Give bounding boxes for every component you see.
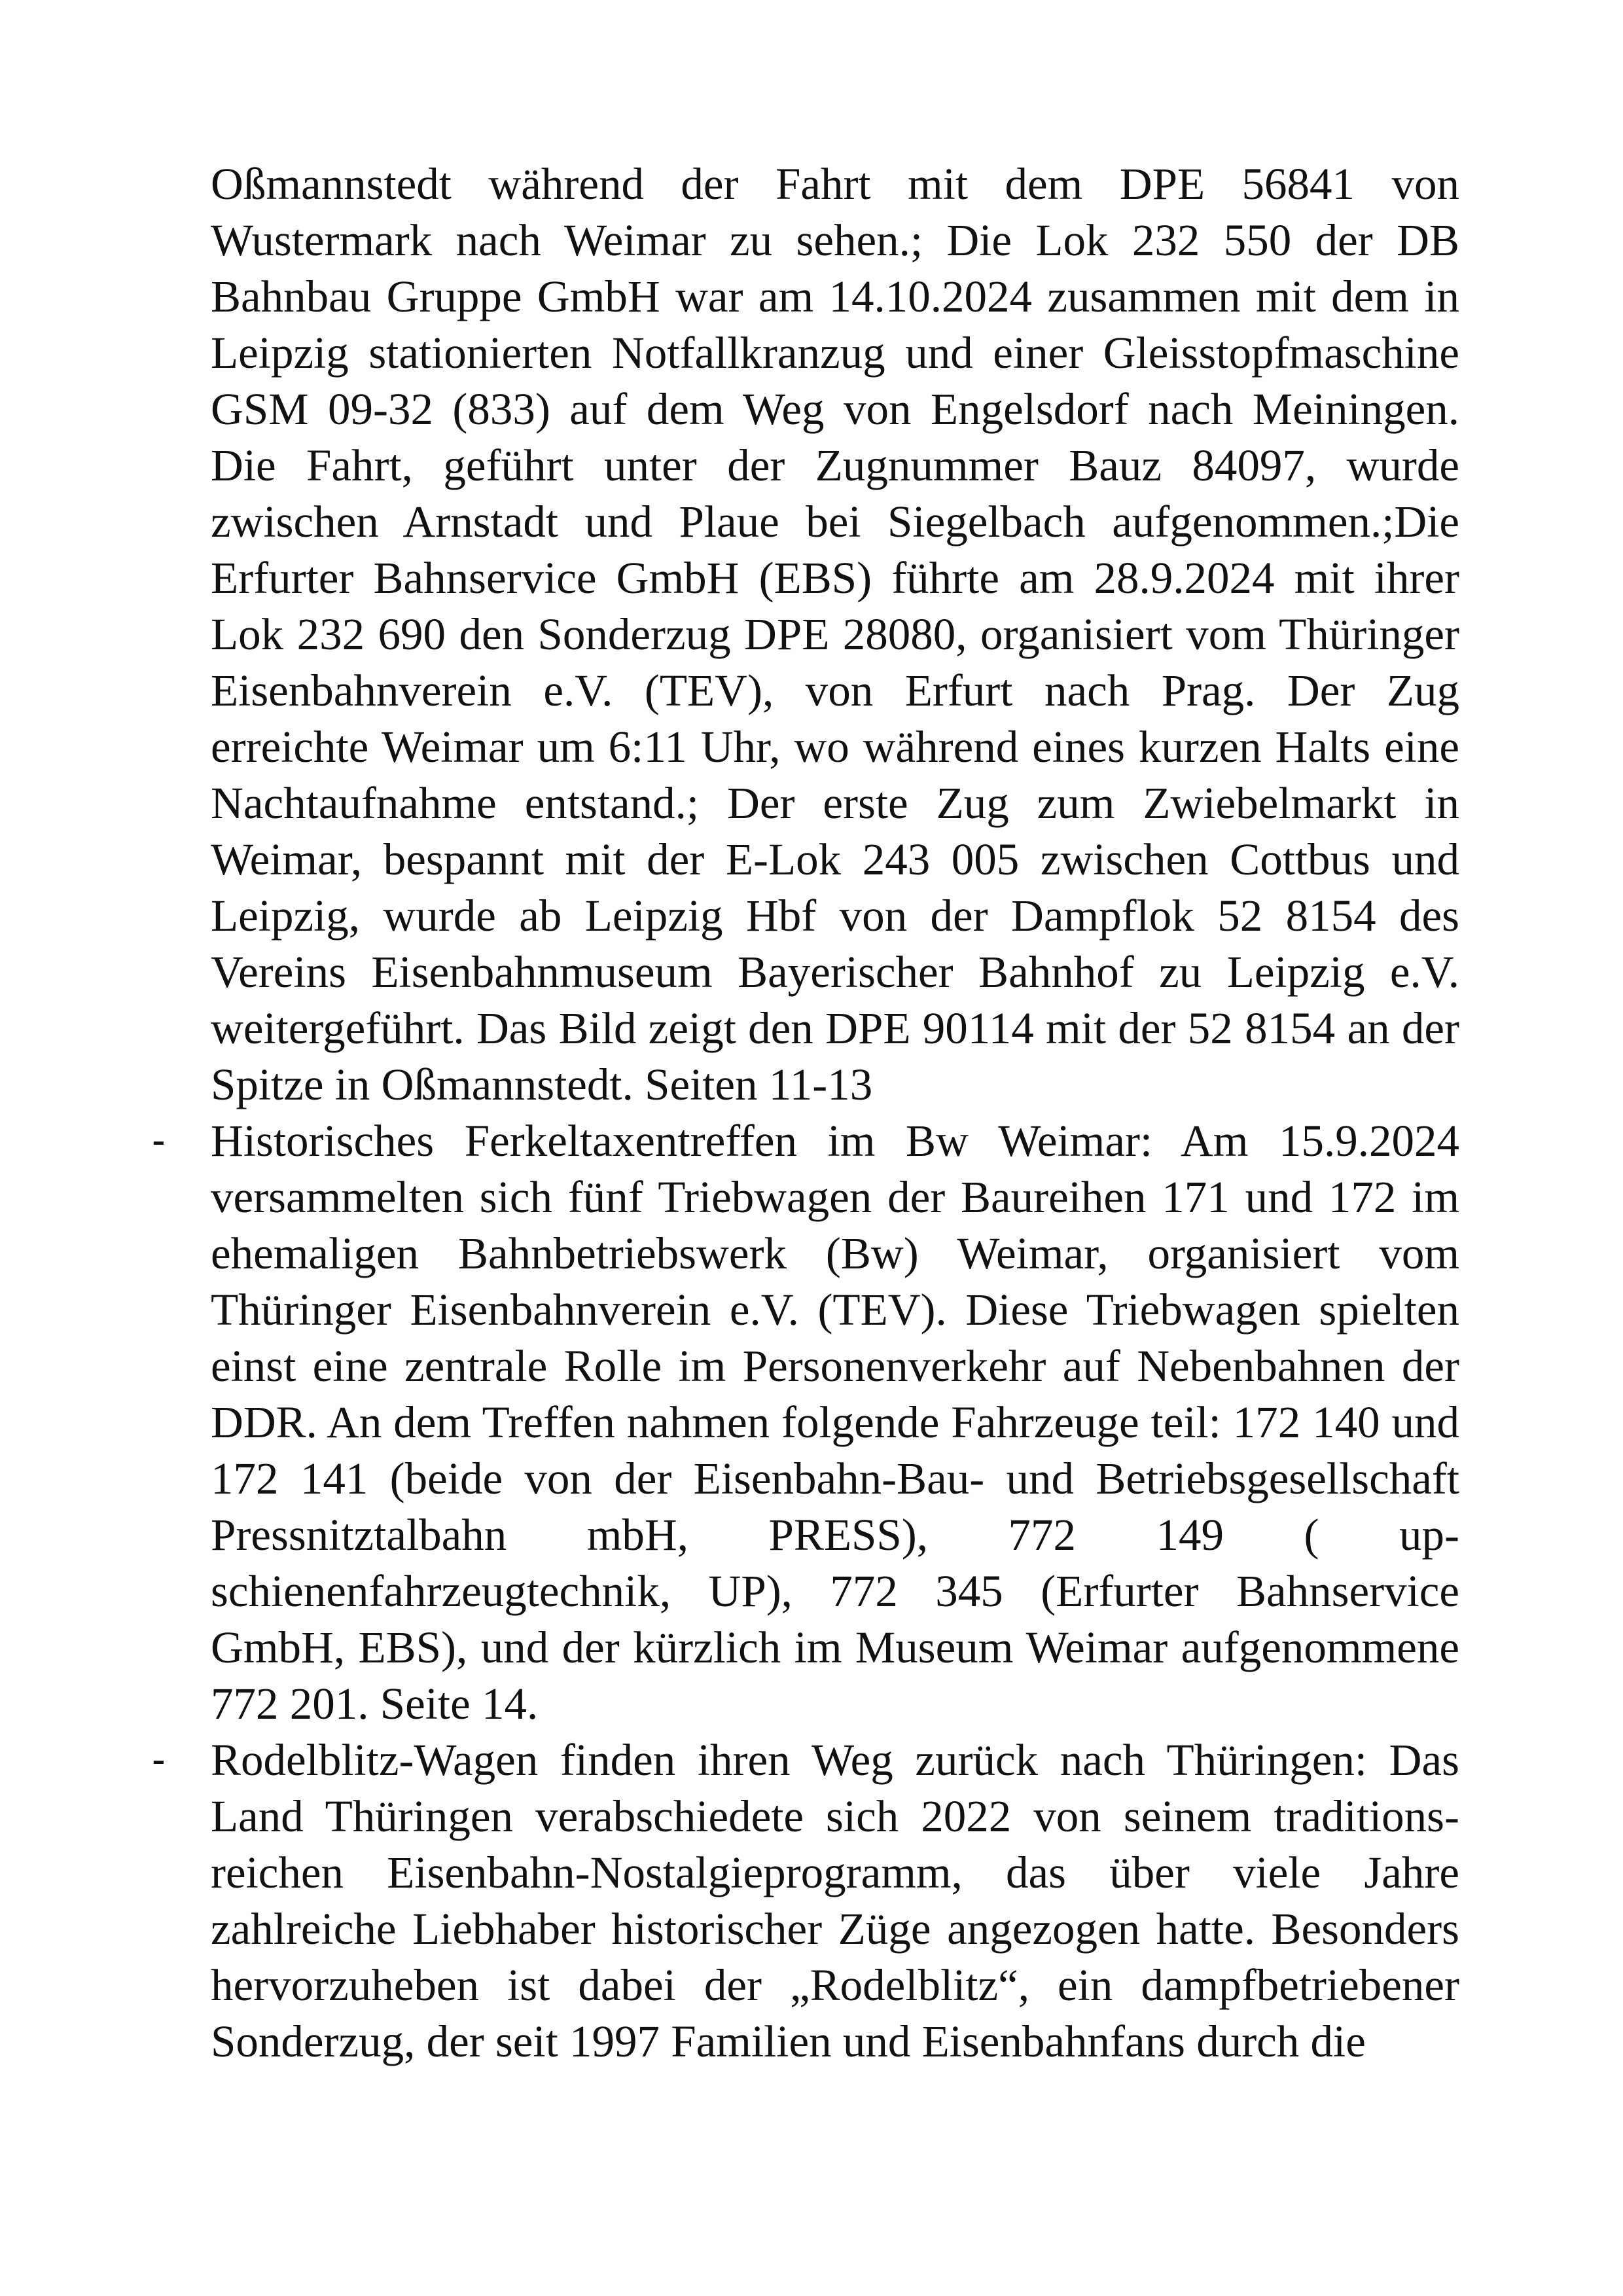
- list-item-text: Historisches Ferkeltaxentreffen im Bw Weimar: Am 15.9.2024 versammelten sich fünf Triebwagen der Baureihen 171 und 172 im ehemaligen Bahnbetriebswerk (Bw) Weimar, organisiert vom Thüringer Eisenbahnverein e.V. (TEV). Diese Triebwagen spielten einst eine zentrale Rolle im Personenverkehr auf Nebenbahnen der DDR. An dem Treffen nahmen folgende Fahrzeuge teil: 172 140 und 172 141 (beide von der Eisenbahn-Bau- und Betriebsgesellschaft Pressnitztalbahn mbH, PRESS), 772 149 ( upschienenfahrzeugtechnik, UP), 772 345 (Erfurter Bahnservice GmbH, EBS), und der kürzlich im Museum Weimar aufgenommene 772 201. Seite 14.: [211, 1116, 1459, 1729]
- list-dash: -: [152, 1737, 166, 1782]
- paragraph-continuation: [211, 156, 1459, 1113]
- paragraph-text: Oßmannstedt während der Fahrt mit dem DPE 56841 von Wustermark nach Weimar zu sehen.; Die Lok 232 550 der DB Bahnbau Gruppe GmbH war am 14.10.2024 zusammen mit dem in Leipzig stationierten Notfallkranzug und einer Gleisstopfmaschine GSM 09-32 (833) auf dem Weg von Engelsdorf nach Meiningen. Die Fahrt, geführt unter der Zugnummer Bauz 84097, wurde zwischen Arnstadt und Plaue bei Siegelbach aufgenommen.;Die Erfurter Bahnservice GmbH (EBS) führte am 28.9.2024 mit ihrer Lok 232 690 den Sonderzug DPE 28080, organisiert vom Thüringer Eisenbahnverein e.V. (TEV), von Erfurt nach Prag. Der Zug erreichte Weimar um 6:11 Uhr, wo während eines kurzen Halts eine Nachtaufnahme entstand.; Der erste Zug zum Zwiebelmarkt in Weimar, bespannt mit der E-Lok 243 005 zwischen Cottbus und Leipzig, wurde ab Leipzig Hbf von der Dampflok 52 8154 des Vereins Eisenbahnmuseum Bayerischer Bahnhof zu Leipzig e.V. weitergeführt. Das Bild zeigt den DPE 90114 mit der 52 8154 an der Spitze in Oßmannstedt. Seiten 11-13: [211, 159, 1459, 1109]
- list-item-text: Rodelblitz-Wagen finden ihren Weg zurück nach Thüringen: Das Land Thüringen verabschiedete sich 2022 von seinem traditionsreichen Eisenbahn-Nostalgieprogramm, das über viele Jahre zahlreiche Liebhaber historischer Züge angezogen hatte. Besonders hervorzuheben ist dabei der „Rodelblitz“, ein dampfbetriebener Sonderzug, der seit 1997 Familien und Eisenbahnfans durch die: [211, 1735, 1459, 2066]
- list-item-rodelblitz: [152, 1732, 1459, 2070]
- text-column: [152, 156, 1459, 2070]
- list-dash: -: [152, 1118, 166, 1163]
- list-item-ferkeltaxentreffen: [152, 1113, 1459, 1732]
